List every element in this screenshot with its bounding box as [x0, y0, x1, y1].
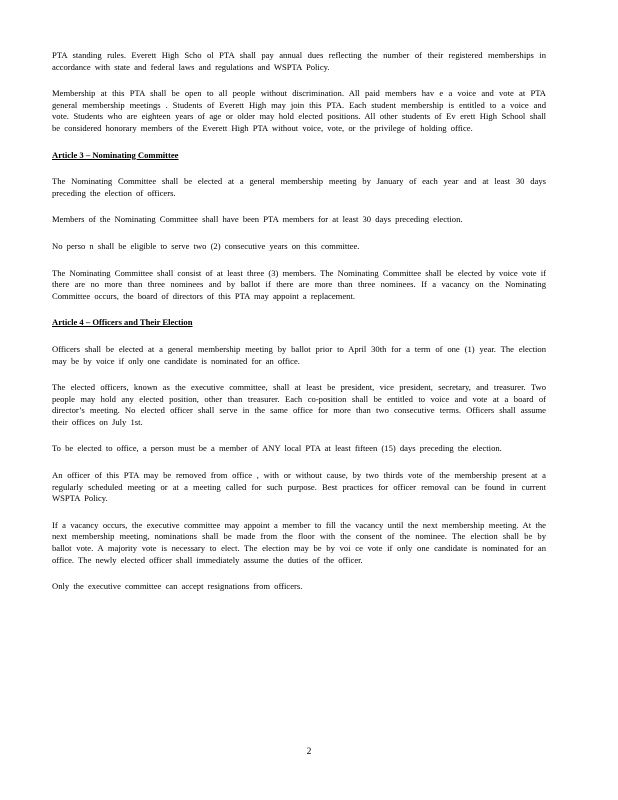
paragraph-nominating-members: Members of the Nominating Committee shall have been PTA members for at least 30 days preceding election.	[52, 214, 463, 225]
heading-article-4	[52, 317, 546, 329]
page-number: 2	[306, 747, 312, 757]
paragraph-eligibility: To be elected to office, a person must be a member of ANY local PTA at least fifteen (15) days preceding the election.	[52, 443, 502, 454]
heading-article-3-text: Article 3 – Nominating Committee	[52, 149, 179, 160]
paragraph-officer-election: Officers shall be elected at a general membership meeting by ballot prior to April 30th for a term of one (1) year. The election may be by voice if only one candidate is nominated for an office.	[52, 343, 546, 366]
paragraph-nominating-composition: The Nominating Committee shall consist of at least three (3) members. The Nominating Committee shall be elected by voice vote if there are no more than three nominees and by ballot if there are more than three nominees. If a vacancy on the Nominating Committee occurs, the board of directors of this PTA may appoint a replacement.	[52, 267, 546, 301]
paragraph-removal: An officer of this PTA may be removed from office , with or without cause, by two thirds vote of the membership present at a regularly scheduled meeting or at a meeting called for such purpose. Best practices for officer removal can be found in current WSPTA Policy.	[52, 470, 546, 504]
document-page	[52, 50, 546, 608]
paragraph-standing-rules: PTA standing rules. Everett High Scho ol PTA shall pay annual dues reflecting the number of their registered memberships in accordance with state and federal laws and regulations and WSPTA Policy.	[52, 50, 546, 72]
paragraph-membership: Membership at this PTA shall be open to all people without discrimination. All paid members hav e a voice and vote at PTA general membership meetings . Students of Everett High may join this PTA. Each student membership is entitled to a voice and vote. Students who are eighteen years of age or older may hold elected positions. All other students of Ev erett High School shall be considered honorary members of the Everett High PTA without voice, vote, or the privilege of holding office.	[52, 88, 546, 133]
heading-article-3	[52, 150, 546, 162]
paragraph-resignations: Only the executive committee can accept resignations from officers.	[52, 581, 303, 592]
heading-article-4-text: Article 4 – Officers and Their Election	[52, 317, 193, 328]
paragraph-vacancy: If a vacancy occurs, the executive committee may appoint a member to fill the vacancy until the next membership meeting. At the next membership meeting, nominations shall be made from the floor with the consent of the nominee. The election shall be by ballot vote. A majority vote is necessary to elect. The election may be by voi ce vote if only one candidate is nominated for an office. The newly elected officer shall immediately assume the duties of the officer.	[52, 519, 546, 565]
paragraph-nominating-election: The Nominating Committee shall be elected at a general membership meeting by January of each year and at least 30 days preceding the election of officers.	[52, 176, 546, 198]
paragraph-executive-committee: The elected officers, known as the executive committee, shall at least be president, vice president, secretary, and treasurer. Two people may hold any elected position, other than treasurer. Each co-position shall be entitled to voice and vote at a board of director’s meeting. No elected officer shall serve in the same office for more than two consecutive terms. Officers shall assume their offices on July 1st.	[52, 382, 546, 427]
paragraph-nominating-eligibility: No perso n shall be eligible to serve two (2) consecutive years on this committee.	[52, 240, 360, 251]
